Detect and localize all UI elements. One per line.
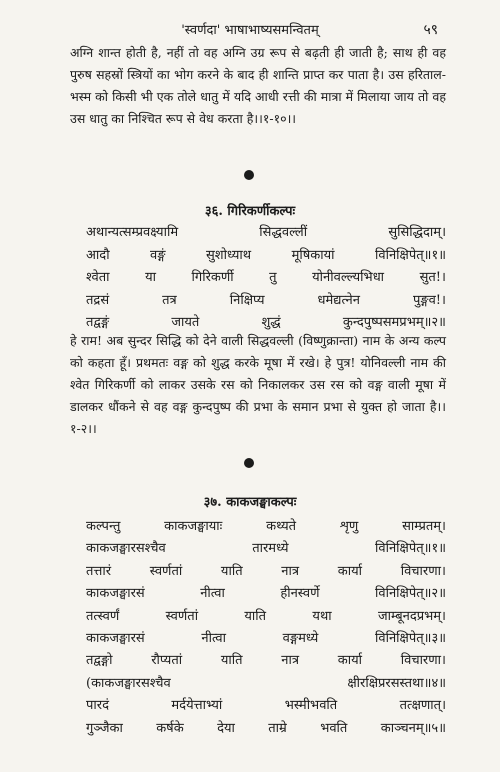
verse-word: विनिक्षिपेत्॥२॥ <box>374 586 446 602</box>
verse-word: नीत्वा <box>201 630 226 646</box>
verse-word: सुत!। <box>419 270 446 285</box>
verse-line <box>86 606 446 628</box>
verse-word: या <box>145 270 156 285</box>
verse-line <box>86 673 446 695</box>
verse-word: मूषिकायां <box>291 247 335 263</box>
verse-word: तद्वङ्गं <box>86 315 110 330</box>
verse-word: काकजङ्घायाः <box>164 519 223 534</box>
verse-word: शृणु <box>339 519 359 534</box>
verse-line <box>86 245 446 268</box>
verse-word: स्वर्णतां <box>149 563 183 579</box>
verse-line <box>86 222 446 245</box>
verse-word: योनीवल्ल्यभिधा <box>312 270 385 285</box>
verse-word: काञ्चनम्॥५॥ <box>380 720 446 736</box>
verse-word: काकजङ्घारसं <box>86 586 145 602</box>
verse-word: विनिक्षिपेत्॥१॥ <box>375 541 446 557</box>
verse-word: धमेद्यत्नेन <box>317 292 360 308</box>
header-title: 'स्वर्णदा' भाषाभाष्यसमन्वितम् <box>181 23 319 38</box>
verse-block-36 <box>86 222 446 335</box>
verse-line <box>86 628 446 650</box>
verse-word: कर्षके <box>156 720 184 736</box>
verse-word: काकजङ्घारसं <box>86 630 145 646</box>
verse-word: यथा <box>312 608 332 624</box>
verse-word: देया <box>217 720 235 736</box>
section-heading-37: ३७. काकजङ्घाकल्पः <box>203 495 297 510</box>
verse-word: शुद्धं <box>261 315 281 330</box>
verse-word: विनिक्षिपेत्॥१॥ <box>375 247 446 263</box>
verse-word: वङ्गमध्ये <box>282 630 319 646</box>
page-number: ५९ <box>423 22 438 38</box>
verse-line <box>86 718 446 740</box>
verse-word: कार्या <box>337 653 362 669</box>
verse-word: अथान्यत्सम्प्रवक्ष्यामि <box>86 225 179 240</box>
verse-line <box>86 561 446 583</box>
verse-word: भस्मीभवति <box>284 698 338 714</box>
verse-word: सुशोध्याथ <box>206 247 252 263</box>
verse-word: विचारणा। <box>400 653 446 669</box>
verse-line <box>86 290 446 313</box>
verse-word: कुन्दपुष्पसमप्रभम्॥२॥ <box>342 315 446 330</box>
verse-word: गिरिकर्णी <box>191 270 234 285</box>
verse-line <box>86 583 446 605</box>
paragraph-hindi-1: अग्नि शान्त होती है, नहीं तो वह अग्नि उग्र रूप से बढ़ती ही जाती है; साथ ही वह पुरुष सहस्रों स्त्रियों का भोग करने के बाद ही शान्ति प्राप्त कर पाता है। उस हरिताल-भस्म को किसी भी एक तोले धातु में यदि आधी रत्ती की मात्रा में मिलाया जाय तो वह उस धातु का निश्चित रूप से वेध करता है।।१-१०।। <box>70 45 446 126</box>
verse-line <box>86 695 446 717</box>
verse-word: कल्पन्तु <box>86 519 121 534</box>
verse-line <box>86 538 446 560</box>
verse-word: नात्र <box>281 563 300 579</box>
verse-word: भवति <box>320 720 348 736</box>
paragraph-hindi-2: हे राम! अब सुन्दर सिद्धि को देने वाली सिद्धवल्ली (विष्णुक्रान्ता) नाम के अन्य कल्प को कहता हूँ। प्रथमतः वङ्ग को शुद्ध करके मूषा में रखे। हे पुत्र! योनिवल्ली नाम की श्वेत गिरिकर्णी को लाकर उसके रस को निकालकर उस रस को वङ्ग वाली मूषा में डालकर धौंकने से वह वङ्ग कुन्दपुष्प की प्रभा के समान प्रभा से युक्त हो जाता है।।१-२।। <box>70 333 446 436</box>
section-heading-36: ३६. गिरिकर्णीकल्पः <box>204 204 296 219</box>
verse-word: याति <box>220 653 243 669</box>
verse-word: पारदं <box>86 698 109 714</box>
verse-word: क्षीरक्षिप्ररसस्तथा॥४॥ <box>347 675 446 691</box>
verse-word: तद्रसं <box>86 292 110 308</box>
verse-word: सिद्धवल्लीं <box>259 225 308 240</box>
verse-word: विचारणा। <box>400 563 446 579</box>
verse-word: याति <box>244 608 267 624</box>
verse-word: तु <box>269 270 277 285</box>
verse-word: कार्या <box>337 563 363 579</box>
verse-word: नीत्वा <box>200 586 225 602</box>
verse-word: साम्प्रतम्। <box>402 519 446 534</box>
verse-word: वङ्गं <box>150 247 166 263</box>
verse-word: हीनस्वर्णे <box>280 586 320 602</box>
verse-word: तारमध्ये <box>252 541 289 557</box>
running-header <box>0 20 500 40</box>
verse-word: याति <box>220 563 243 579</box>
verse-word: नात्र <box>281 653 300 669</box>
verse-word: तत्स्वर्णं <box>86 608 120 624</box>
verse-word: तत्र <box>162 292 177 308</box>
verse-word: आदौ <box>86 247 110 263</box>
verse-word: काकजङ्घारसश्चैव <box>86 541 166 557</box>
verse-block-37 <box>86 516 446 740</box>
verse-word: पुङ्गव!। <box>412 292 446 308</box>
verse-word: तत्तारं <box>86 563 112 579</box>
verse-word: स्वर्णतां <box>165 608 199 624</box>
verse-line <box>86 516 446 538</box>
verse-word: ताम्रे <box>268 720 287 736</box>
verse-word: सुसिद्धिदाम्। <box>388 225 446 240</box>
verse-word: जायते <box>171 315 200 330</box>
verse-word: जाम्बूनदप्रभम्। <box>377 608 446 624</box>
verse-word: विनिक्षिपेत्॥३॥ <box>375 630 446 646</box>
verse-word: (काकजङ्घारसश्चैव <box>86 675 171 691</box>
verse-word: श्वेता <box>86 270 110 285</box>
verse-word: मर्दयेत्ताभ्यां <box>171 698 223 714</box>
verse-word: तत्क्षणात्। <box>399 698 446 714</box>
verse-word: निक्षिप्य <box>229 292 265 308</box>
verse-word: कथ्यते <box>266 519 297 534</box>
section-divider-dot <box>244 170 254 180</box>
section-divider-dot <box>244 458 254 468</box>
verse-line <box>86 267 446 290</box>
verse-word: गुञ्जैका <box>86 720 123 736</box>
verse-line <box>86 650 446 672</box>
verse-word: रौप्यतां <box>151 653 183 669</box>
verse-word: तद्वङ्गो <box>86 653 113 669</box>
